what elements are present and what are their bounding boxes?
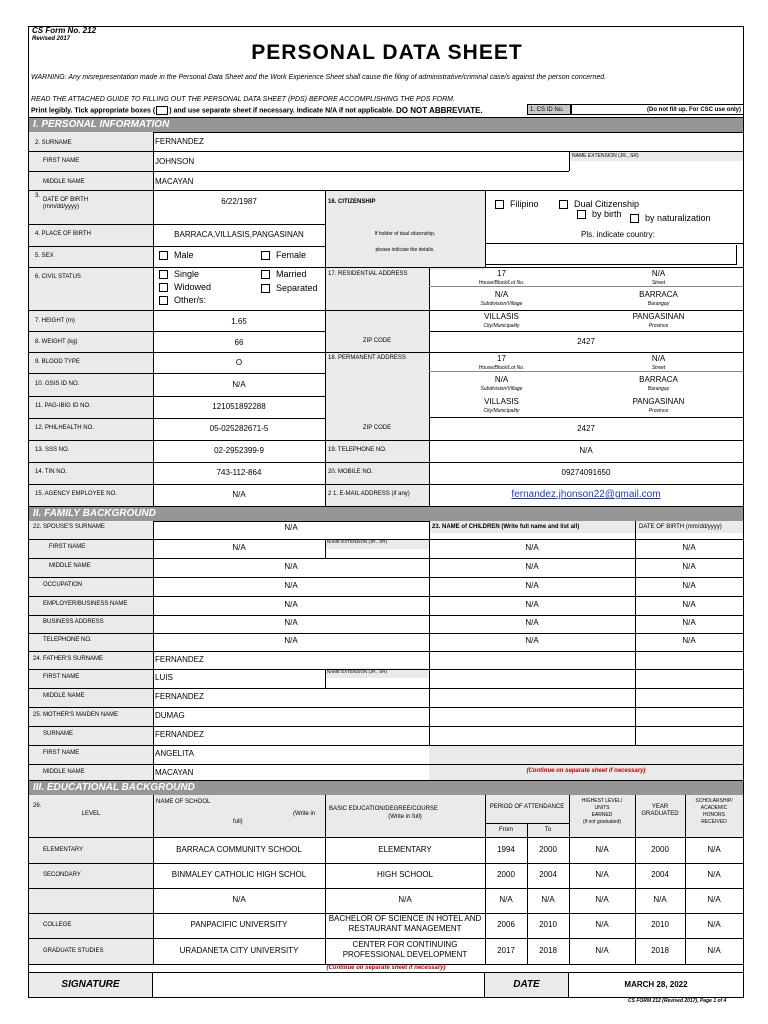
child-dob[interactable]: N/A xyxy=(682,618,696,627)
education-continue-note: (Continue on separate sheet if necessary) xyxy=(326,965,446,971)
telephone-value[interactable]: N/A xyxy=(579,446,593,455)
spouse-surname-value[interactable]: N/A xyxy=(284,523,298,532)
middle-name-label: MIDDLE NAME xyxy=(43,179,85,185)
business-address-label: BUSINESS ADDRESS xyxy=(43,619,104,625)
edu-from[interactable]: N/A xyxy=(499,895,513,904)
sex-female-option[interactable]: Female xyxy=(261,250,306,260)
edu-level: SECONDARY xyxy=(43,872,81,878)
dob-label: DATE OF BIRTH xyxy=(43,197,89,203)
child-name[interactable]: N/A xyxy=(525,562,539,571)
edu-honors[interactable]: N/A xyxy=(707,946,721,955)
employer-label: EMPLOYER/BUSINESS NAME xyxy=(43,601,128,607)
warning-text: WARNING: Any misrepresentation made in the Personal Data Sheet and the Work Experience Sheet shall cause the filing of administrative/criminal case/s against the person concerned. xyxy=(31,74,607,81)
occupation-value[interactable]: N/A xyxy=(284,581,298,590)
res-zip-label: ZIP CODE xyxy=(362,338,392,344)
edu-units[interactable]: N/A xyxy=(595,946,609,955)
signature-label: SIGNATURE xyxy=(29,973,153,997)
units-header-earned: EARNED xyxy=(591,812,613,818)
from-header: From xyxy=(499,827,513,833)
edu-year[interactable]: N/A xyxy=(653,895,667,904)
edu-school[interactable]: URADANETA CITY UNIVERSITY xyxy=(179,946,299,955)
honors-header: SCHOLARSHIP/ xyxy=(695,798,733,804)
child-name[interactable]: N/A xyxy=(525,636,539,645)
edu-school[interactable]: BINMALEY CATHOLIC HIGH SCHOL xyxy=(171,870,307,879)
mother-maiden-label: 25. MOTHER'S MAIDEN NAME xyxy=(33,712,119,718)
edu-school[interactable]: BARRACA COMMUNITY SCHOOL xyxy=(176,845,302,854)
edu-honors[interactable]: N/A xyxy=(707,895,721,904)
res-subdivision-value[interactable]: N/A xyxy=(494,290,509,299)
course-header-write: (Write in full) xyxy=(388,814,422,820)
father-middle-label: MIDDLE NAME xyxy=(43,693,85,699)
mother-first-value[interactable]: ANGELITA xyxy=(155,749,194,758)
mother-first-label: FIRST NAME xyxy=(43,750,80,756)
perm-house-value[interactable]: 17 xyxy=(497,354,506,363)
sample-checkbox xyxy=(156,106,168,115)
read-guide-text: READ THE ATTACHED GUIDE TO FILLING OUT THE PERSONAL DATA SHEET (PDS) BEFORE ACCOMPLISHING THE PDS FORM. xyxy=(31,96,455,103)
country-select[interactable] xyxy=(485,245,737,265)
edu-to[interactable]: 2004 xyxy=(539,870,557,879)
edu-level: GRADUATE STUDIES xyxy=(43,948,104,954)
edu-to[interactable]: 2018 xyxy=(539,946,557,955)
child-name[interactable]: N/A xyxy=(525,600,539,609)
father-middle-value[interactable]: FERNANDEZ xyxy=(155,692,204,701)
employer-value[interactable]: N/A xyxy=(284,600,298,609)
citizenship-filipino-option[interactable]: Filipino xyxy=(495,199,539,209)
spouse-telephone-value[interactable]: N/A xyxy=(284,636,298,645)
level-header: LEVEL xyxy=(81,811,101,817)
edu-to[interactable]: 2010 xyxy=(539,920,557,929)
civil-others-option[interactable]: Other/s: xyxy=(159,295,206,305)
civil-widowed-option[interactable]: Widowed xyxy=(159,282,211,292)
spouse-ext-label: NAME EXTENSION (JR., SR) xyxy=(327,539,388,544)
blood-type-label: 9. BLOOD TYPE xyxy=(35,359,80,365)
form-number: CS Form No. 212 xyxy=(32,26,97,35)
do-not-abbreviate: DO NOT ABBREVIATE. xyxy=(396,106,483,115)
section-family-background: II. FAMILY BACKGROUND xyxy=(29,506,743,522)
dual-note-a: If holder of dual citizenship, xyxy=(374,231,436,237)
to-header: To xyxy=(544,827,552,833)
section-personal-information: I. PERSONAL INFORMATION xyxy=(29,117,743,133)
pds-page xyxy=(28,26,744,998)
perm-city-value[interactable]: VILLASIS xyxy=(484,397,519,406)
first-name-value[interactable]: JOHNSON xyxy=(155,157,195,166)
child-dob[interactable]: N/A xyxy=(682,636,696,645)
tin-value[interactable]: 743-112-864 xyxy=(216,468,262,477)
mother-middle-value[interactable]: MACAYAN xyxy=(155,768,194,777)
edu-to[interactable]: N/A xyxy=(541,895,555,904)
children-header: 23. NAME of CHILDREN (Write full name and list all) xyxy=(432,524,580,530)
permanent-address-label: 18. PERMANENT ADDRESS xyxy=(328,355,406,361)
spouse-first-label: FIRST NAME xyxy=(49,544,86,550)
pagibig-label: 11. PAG-IBIG ID NO. xyxy=(35,403,91,409)
edu-to[interactable]: 2000 xyxy=(539,845,557,854)
edu-course[interactable]: ELEMENTARY xyxy=(378,845,432,854)
gsis-value[interactable]: N/A xyxy=(232,380,246,389)
period-header: PERIOD OF ATTENDANCE xyxy=(489,804,565,810)
civil-status-label: 6. CIVIL STATUS xyxy=(35,274,81,280)
civil-separated-option[interactable]: Separated xyxy=(261,283,318,293)
spouse-surname-label: 22. SPOUSE'S SURNAME xyxy=(33,524,105,530)
checkbox-icon[interactable] xyxy=(559,200,568,209)
citizenship-label: 16. CITIZENSHIP xyxy=(328,199,376,205)
sss-label: 13. SSS NO. xyxy=(35,447,70,453)
res-street-caption: Street xyxy=(651,280,666,286)
height-label: 7. HEIGHT (m) xyxy=(35,318,75,324)
edu-honors[interactable]: N/A xyxy=(707,870,721,879)
checkbox-icon[interactable] xyxy=(577,210,586,219)
height-value[interactable]: 1.65 xyxy=(231,317,247,326)
edu-honors[interactable]: N/A xyxy=(707,920,721,929)
children-dob-header: DATE OF BIRTH (mm/dd/yyyy) xyxy=(639,524,722,530)
mobile-label: 20. MOBILE NO. xyxy=(328,469,374,475)
agency-employee-value[interactable]: N/A xyxy=(232,490,246,499)
perm-house-caption: House/Block/Lot No. xyxy=(478,365,525,371)
year-header: YEAR xyxy=(651,804,669,810)
checkbox-icon[interactable] xyxy=(261,270,270,279)
tin-label: 14. TIN NO. xyxy=(35,469,67,475)
signature-field[interactable] xyxy=(153,973,485,997)
edu-school[interactable]: N/A xyxy=(232,895,246,904)
philhealth-label: 12. PHILHEALTH NO. xyxy=(35,425,94,431)
perm-street-caption: Street xyxy=(651,365,666,371)
agency-employee-label: 15. AGENCY EMPLOYEE NO. xyxy=(35,491,117,497)
section-educational-background: III. EDUCATIONAL BACKGROUND xyxy=(29,780,743,796)
edu-course[interactable]: HIGH SCHOOL xyxy=(376,870,433,879)
child-name[interactable]: N/A xyxy=(525,618,539,627)
honors-header-academic: ACADEMIC xyxy=(700,805,728,811)
res-city-caption: City/Municipality xyxy=(483,323,520,329)
child-name[interactable]: N/A xyxy=(525,543,539,552)
cs-id-label: 1. CS ID No. xyxy=(527,104,571,115)
checkbox-icon[interactable] xyxy=(159,296,168,305)
weight-label: 8. WEIGHT (kg) xyxy=(35,339,78,345)
surname-label: 2. SURNAME xyxy=(35,140,72,146)
perm-street-value[interactable]: N/A xyxy=(651,354,666,363)
school-header-full: full) xyxy=(233,819,243,825)
father-first-label: FIRST NAME xyxy=(43,674,80,680)
mobile-value[interactable]: 09274091650 xyxy=(561,468,611,477)
citizenship-naturalization-option[interactable]: by naturalization xyxy=(630,213,711,223)
edu-course[interactable]: CENTER FOR CONTINUING PROFESSIONAL DEVELOPMENT xyxy=(342,940,468,959)
sex-male-option[interactable]: Male xyxy=(159,250,194,260)
spouse-first-value[interactable]: N/A xyxy=(232,543,246,552)
mother-maiden-value[interactable]: DUMAG xyxy=(155,711,185,720)
perm-province-value[interactable]: PANGASINAN xyxy=(632,397,685,406)
edu-from[interactable]: 1994 xyxy=(497,845,515,854)
edu-year[interactable]: 2000 xyxy=(651,845,669,854)
res-barangay-caption: Barangay xyxy=(647,301,670,307)
citizenship-dual-option[interactable]: Dual Citizenship xyxy=(559,199,639,209)
pagibig-value[interactable]: 121051892288 xyxy=(212,402,266,411)
perm-city-caption: City/Municipality xyxy=(483,408,520,414)
checkbox-icon[interactable] xyxy=(159,283,168,292)
checkbox-icon[interactable] xyxy=(495,200,504,209)
perm-barangay-caption: Barangay xyxy=(647,386,670,392)
edu-units[interactable]: N/A xyxy=(595,920,609,929)
form-revised: Revised 2017 xyxy=(32,36,71,42)
family-labels-column xyxy=(29,521,153,809)
perm-province-caption: Province xyxy=(648,408,669,414)
checkbox-icon[interactable] xyxy=(261,251,270,260)
res-zip-value[interactable]: 2427 xyxy=(577,337,595,346)
perm-zip-value[interactable]: 2427 xyxy=(577,424,595,433)
checkbox-icon[interactable] xyxy=(261,284,270,293)
cs-id-field[interactable]: (Do not fill up. For CSC use only) xyxy=(571,104,744,115)
units-header: HIGHEST LEVEL/ xyxy=(581,798,623,804)
sss-value[interactable]: 02-2952399-9 xyxy=(214,446,264,455)
telephone-label: 19. TELEPHONE NO. xyxy=(328,447,387,453)
mother-middle-label: MIDDLE NAME xyxy=(43,769,85,775)
occupation-label: OCCUPATION xyxy=(43,582,83,588)
print-legibly-text: Print legibly. Tick appropriate boxes ( ) and use separate sheet if necessary. Indicate N/A if not applicable. xyxy=(31,107,395,115)
child-name[interactable]: N/A xyxy=(525,581,539,590)
edu-course[interactable]: N/A xyxy=(398,895,412,904)
surname-value[interactable]: FERNANDEZ xyxy=(155,137,204,146)
honors-header-received: RECEIVED xyxy=(701,819,727,825)
spouse-telephone-label: TELEPHONE NO. xyxy=(43,637,92,643)
residential-address-label: 17. RESIDENTIAL ADDRESS xyxy=(328,271,408,277)
year-header-graduated: GRADUATED xyxy=(641,811,679,817)
child-dob[interactable]: N/A xyxy=(682,600,696,609)
weight-value[interactable]: 66 xyxy=(234,338,244,347)
blood-type-value[interactable]: O xyxy=(235,358,243,367)
page-title: PERSONAL DATA SHEET xyxy=(251,41,523,64)
res-street-value[interactable]: N/A xyxy=(651,269,666,278)
pob-value[interactable]: BARRACA,VILLASIS,PANGASINAN xyxy=(174,230,304,239)
perm-subdivision-value[interactable]: N/A xyxy=(494,375,509,384)
edu-level: ELEMENTARY xyxy=(43,847,84,853)
email-value[interactable]: fernandez.jhonson22@gmail.com xyxy=(511,489,661,500)
mother-surname-label: SURNAME xyxy=(43,731,74,737)
checkbox-icon[interactable] xyxy=(630,214,639,223)
edu-units[interactable]: N/A xyxy=(595,895,609,904)
citizenship-birth-option[interactable]: by birth xyxy=(577,210,637,219)
school-header: NAME OF SCHOOL xyxy=(156,799,211,805)
res-province-caption: Province xyxy=(648,323,669,329)
edu-units[interactable]: N/A xyxy=(595,845,609,854)
edu-units[interactable]: N/A xyxy=(595,870,609,879)
edu-honors[interactable]: N/A xyxy=(707,845,721,854)
business-address-value[interactable]: N/A xyxy=(284,618,298,627)
date-value[interactable]: MARCH 28, 2022 xyxy=(624,980,688,989)
res-house-value[interactable]: 17 xyxy=(497,269,506,278)
middle-name-value[interactable]: MACAYAN xyxy=(155,177,194,186)
perm-barangay-value[interactable]: BARRACA xyxy=(639,375,678,384)
child-dob[interactable]: N/A xyxy=(682,581,696,590)
res-house-caption: House/Block/Lot No. xyxy=(478,280,525,286)
edu-level: COLLEGE xyxy=(43,922,72,928)
res-province-value[interactable]: PANGASINAN xyxy=(632,312,685,321)
dob-value[interactable]: 6/22/1987 xyxy=(221,197,257,206)
education-number: 26. xyxy=(33,803,42,809)
units-header-note: (if not graduated) xyxy=(582,819,622,825)
dual-note-b: please indicate the details. xyxy=(375,247,435,253)
spouse-middle-value[interactable]: N/A xyxy=(284,562,298,571)
date-label: DATE xyxy=(485,973,569,997)
mother-surname-value[interactable]: FERNANDEZ xyxy=(155,730,204,739)
checkbox-icon[interactable] xyxy=(159,270,168,279)
family-continue-note: (Continue on separate sheet if necessary) xyxy=(526,768,646,774)
citizenship-country-label: Pls. indicate country: xyxy=(581,230,655,239)
pob-label: 4. PLACE OF BIRTH xyxy=(35,231,91,237)
sex-label: 5. SEX xyxy=(35,253,54,259)
page-footer-note: CS FORM 212 (Revised 2017), Page 1 of 4 xyxy=(628,998,727,1004)
father-surname-value[interactable]: FERNANDEZ xyxy=(155,655,204,664)
edu-year[interactable]: 2018 xyxy=(651,946,669,955)
dob-label-number: 3. xyxy=(35,193,41,199)
edu-year[interactable]: 2004 xyxy=(651,870,669,879)
philhealth-value[interactable]: 05-025282671-5 xyxy=(209,424,269,433)
checkbox-icon[interactable] xyxy=(159,251,168,260)
units-header-units: UNITS xyxy=(594,805,610,811)
dob-format-label: (mm/dd/yyyy) xyxy=(43,204,79,210)
honors-header-honors: HONORS xyxy=(703,812,725,818)
child-dob[interactable]: N/A xyxy=(682,562,696,571)
res-barangay-value[interactable]: BARRACA xyxy=(639,290,678,299)
civil-married-option[interactable]: Married xyxy=(261,269,307,279)
res-subdivision-caption: Subdivision/Village xyxy=(480,301,523,307)
edu-from[interactable]: 2006 xyxy=(497,920,515,929)
education-level-column xyxy=(29,837,153,964)
father-surname-label: 24. FATHER'S SURNAME xyxy=(33,656,104,662)
father-ext-label: NAME EXTENSION (JR., SR) xyxy=(327,669,388,674)
edu-school[interactable]: PANPACIFIC UNIVERSITY xyxy=(190,920,288,929)
spouse-middle-label: MIDDLE NAME xyxy=(49,563,91,569)
course-header: BASIC EDUCATION/DEGREE/COURSE xyxy=(329,806,438,812)
edu-course[interactable]: BACHELOR OF SCIENCE IN HOTEL AND RESTAURANT MANAGEMENT xyxy=(328,914,482,933)
father-first-value[interactable]: LUIS xyxy=(155,673,173,682)
email-label: 2 1. E-MAIL ADDRESS (if any) xyxy=(328,491,410,497)
res-city-value[interactable]: VILLASIS xyxy=(484,312,519,321)
name-ext-label: NAME EXTENSION (JR., SR) xyxy=(572,153,639,159)
gsis-label: 10. GSIS ID NO. xyxy=(35,381,80,387)
edu-year[interactable]: 2010 xyxy=(651,920,669,929)
perm-subdivision-caption: Subdivision/Village xyxy=(480,386,523,392)
first-name-label: FIRST NAME xyxy=(43,158,80,164)
school-header-write: (Write in xyxy=(293,811,316,817)
civil-single-option[interactable]: Single xyxy=(159,269,199,279)
child-dob[interactable]: N/A xyxy=(682,543,696,552)
perm-zip-label: ZIP CODE xyxy=(362,425,392,431)
edu-from[interactable]: 2000 xyxy=(497,870,515,879)
edu-from[interactable]: 2017 xyxy=(497,946,515,955)
